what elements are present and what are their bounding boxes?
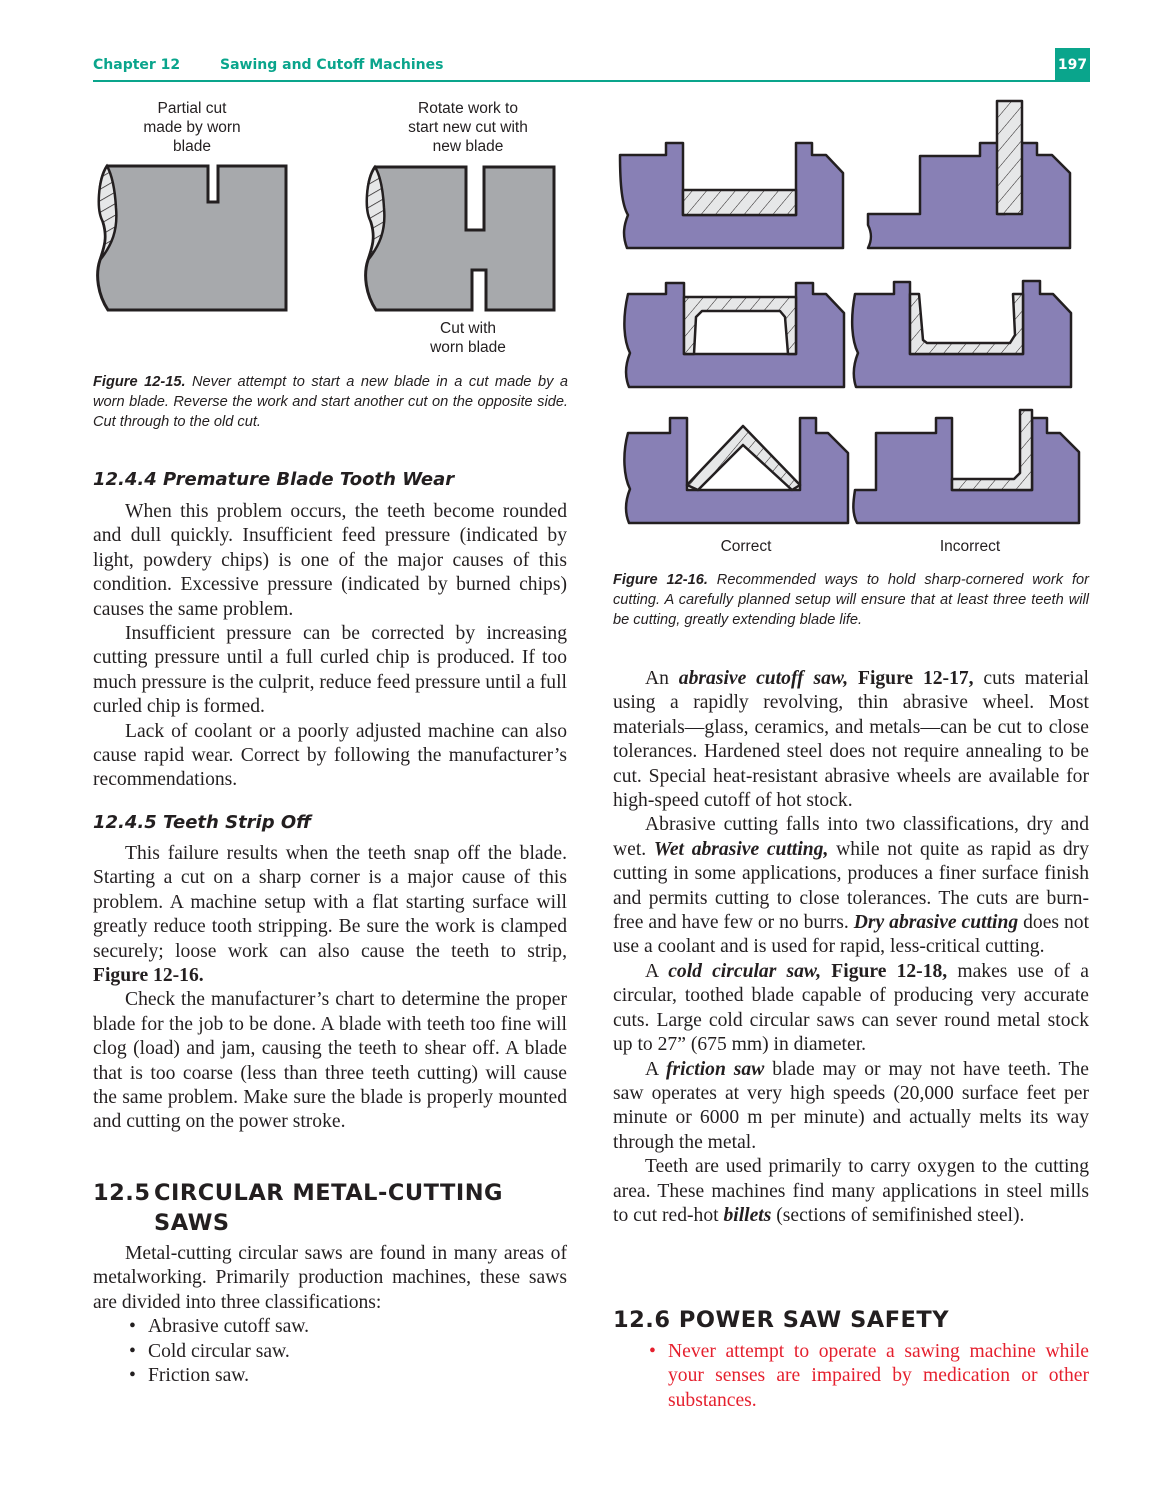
list-item: • Cold circular saw. [125,1340,567,1364]
saw-classification-list [125,1315,567,1388]
paragraph: Insufficient pressure can be corrected by increasing cutting pressure until a full curled chip is produced. If too much pressure is the culprit, reduce feed pressure until a full curled chip is formed. [93,623,567,718]
section-12-6-heading: 12.6 POWER SAW SAFETY [613,1307,950,1333]
paragraph: This failure results when the teeth snap off the blade. Starting a cut on a sharp corner is a major cause of this problem. A machine setup with a flat starting surface will greatly reduce tooth stripping. Be sure the work is clamped securely; loose work can also cause the teeth to strip, Figure 12-16. [93,843,567,987]
paragraph-friction-saw: A friction saw blade may or may not have teeth. The saw operates at very high speeds (20,000 surface feet per minute or 6000 m per minute) and actually melts its way through the metal. [613,1058,1090,1153]
figure-reference: Figure 12-16. [93,965,204,987]
label-cut-with-worn-blade: Cut with worn blade [430,320,506,356]
list-item: • Abrasive cutoff saw. [125,1315,567,1339]
section-12-4-4-heading: 12.4.4 Premature Blade Tooth Wear [93,469,455,490]
label-correct: Correct [720,538,772,555]
safety-list [645,1340,1089,1413]
right-column-body [613,667,1089,1228]
section-12-4-5-heading: 12.4.5 Teeth Strip Off [93,812,312,833]
label-rotate-work: Rotate work to start new cut with new blade [408,100,528,155]
running-header-chapter: Chapter 12 [93,57,181,73]
paragraph-cold-saw: A cold circular saw, Figure 12-18, makes use of a circular, toothed blade capable of producing very accurate cuts. Large cold circular saws can sever round metal stock up to 27” (675 mm) in diameter. [613,960,1089,1056]
paragraph-abrasive-saw: An abrasive cutoff saw, Figure 12-17, cuts material using a rapidly revolving, thin abrasive wheel. Most materials—glass, ceramics, and metals—can be cut to close tolerances. Hardened steel does not require annealing to be cut. Special heat-resistant abrasive wheels are available for high-speed cutoff of hot stock. [613,668,1089,812]
header-rule [93,80,1055,82]
label-partial-cut: Partial cut made by worn blade [143,100,241,155]
list-item: • Friction saw. [125,1364,567,1388]
paragraph-teeth: Teeth are used primarily to carry oxygen to the cutting area. These machines find many applications in steel mills to cut red-hot billets (sections of semifinished steel). [613,1156,1089,1226]
paragraph: When this problem occurs, the teeth become rounded and dull quickly. Insufficient feed pressure (indicated by light, powdery chips) is one of the major causes of this condition. Excessive pressure (indicated by burned chips) causes the same problem. [93,501,567,620]
paragraph: Lack of coolant or a poorly adjusted machine can also cause rapid wear. Correct by following the manufacturer’s recommendations. [93,720,567,791]
section-12-4-4-body [93,500,567,793]
safety-item: • Never attempt to operate a sawing machine while your senses are impaired by medication or other substances. [645,1340,1089,1413]
page-number: 197 [1055,48,1090,82]
section-12-4-5-body [93,842,567,1135]
worn-blade-diagram [90,160,570,320]
section-12-5-body [93,1242,567,1388]
workholding-diagram [600,95,1100,535]
figure-12-15-caption: Figure 12-15. Never attempt to start a new blade in a cut made by a worn blade. Reverse the work and start another cut on the opposite side. Cut through to the old cut. [93,374,568,430]
section-12-5-heading: 12.5 CIRCULAR METAL-CUTTING SAWS [93,1180,504,1236]
label-incorrect: Incorrect [939,538,1001,555]
paragraph: Metal-cutting circular saws are found in many areas of metalworking. Primarily production machines, these saws are divided into three classifications: [93,1243,567,1313]
figure-12-16-caption: Figure 12-16. Recommended ways to hold sharp-cornered work for cutting. A carefully planned setup will ensure that at least three teeth will be cutting, greatly extending blade life. [613,572,1090,628]
paragraph-classifications: Abrasive cutting falls into two classifications, dry and wet. Wet abrasive cutting, while not quite as rapid as dry cutting in some applications, produces a finer surface finish and permits cutting to close tolerances. The cuts are burn-free and have few or no burrs. Dry abrasive cutting does not use a coolant and is used for rapid, less-critical cutting. [613,814,1090,958]
running-header-title: Sawing and Cutoff Machines [220,57,444,73]
paragraph: Check the manufacturer’s chart to determine the proper blade for the job to be done. A blade with teeth too fine will clog (load) and jam, causing the teeth to shear off. A blade that is too coarse (less than three teeth cutting) will cause the same problem. Make sure the blade is properly mounted and cutting on the power stroke. [93,989,567,1133]
